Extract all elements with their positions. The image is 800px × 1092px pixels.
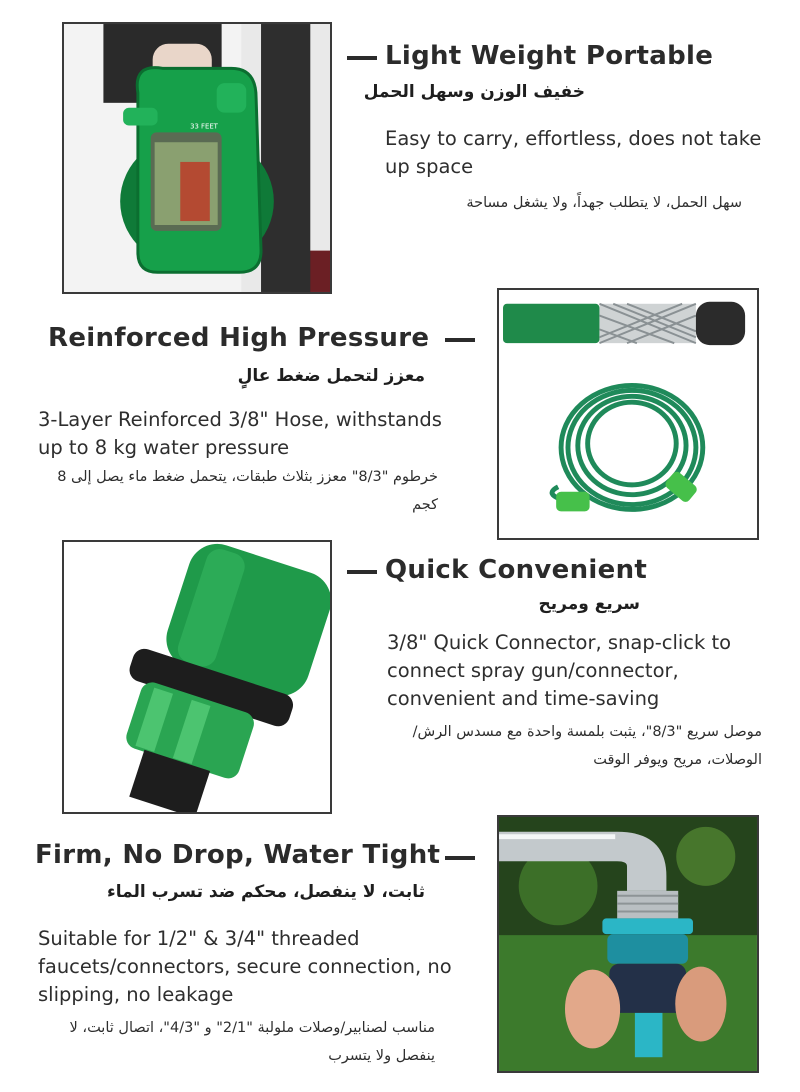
faucet-adapter-icon — [499, 817, 757, 1071]
reinforced-hose-image — [497, 288, 759, 540]
portable-reel-image — [62, 22, 332, 294]
feature-4-title-ar: ثابت، لا ينفصل، محكم ضد تسرب الماء — [107, 882, 425, 902]
feature-1-description: Easy to carry, effortless, does not take up space — [385, 127, 762, 178]
feature-2-title-ar: معزز لتحمل ضغط عالٍ — [237, 366, 425, 386]
feature-1-title-ar: خفيف الوزن وسهل الحمل — [363, 82, 585, 102]
hose-reel-cart-icon — [64, 24, 330, 292]
quick-connector-icon — [64, 542, 330, 812]
feature-3-title-ar: سريع ومريح — [538, 594, 640, 614]
feature-3-description-ar: موصل سريع "8/3"، يثبت بلمسة واحدة مع مسدس الرش/الوصلات، مريح ويوفر الوقت — [412, 724, 762, 768]
feature-2-description: 3-Layer Reinforced 3/8" Hose, withstands up to 8 kg water pressure — [38, 408, 442, 459]
reel-label: 33 FEET — [190, 122, 218, 131]
feature-1-description-ar: سهل الحمل، لا يتطلب جهداً، ولا يشغل مساحة — [466, 195, 742, 211]
feature-2-title: Reinforced High Pressure — [48, 323, 430, 353]
feature-4-title: Firm, No Drop, Water Tight — [35, 840, 441, 870]
feature-2-description-ar: خرطوم "8/3" معزز بثلاث طبقات، يتحمل ضغط ماء يصل إلى 8 كجم — [57, 469, 438, 513]
coiled-hose-icon — [499, 290, 757, 538]
feature-3-title: Quick Convenient — [385, 555, 648, 585]
quick-connector-image — [62, 540, 332, 814]
feature-1-dash — [347, 56, 377, 60]
feature-4-description-ar: مناسب لصنابير/وصلات ملولبة "2/1" و "4/3"، اتصال ثابت، لا ينفصل ولا يتسرب — [69, 1020, 435, 1064]
feature-3-description: 3/8" Quick Connector, snap-click to connect spray gun/connector, convenient and time-saving — [387, 631, 732, 710]
feature-4-description: Suitable for 1/2" & 3/4" threaded faucets/connectors, secure connection, no slipping, no leakage — [38, 927, 452, 1006]
feature-3-dash — [347, 570, 377, 574]
feature-2-dash — [445, 338, 475, 342]
faucet-adapter-image — [497, 815, 759, 1073]
feature-1-title: Light Weight Portable — [385, 41, 714, 71]
feature-4-dash — [445, 856, 475, 860]
